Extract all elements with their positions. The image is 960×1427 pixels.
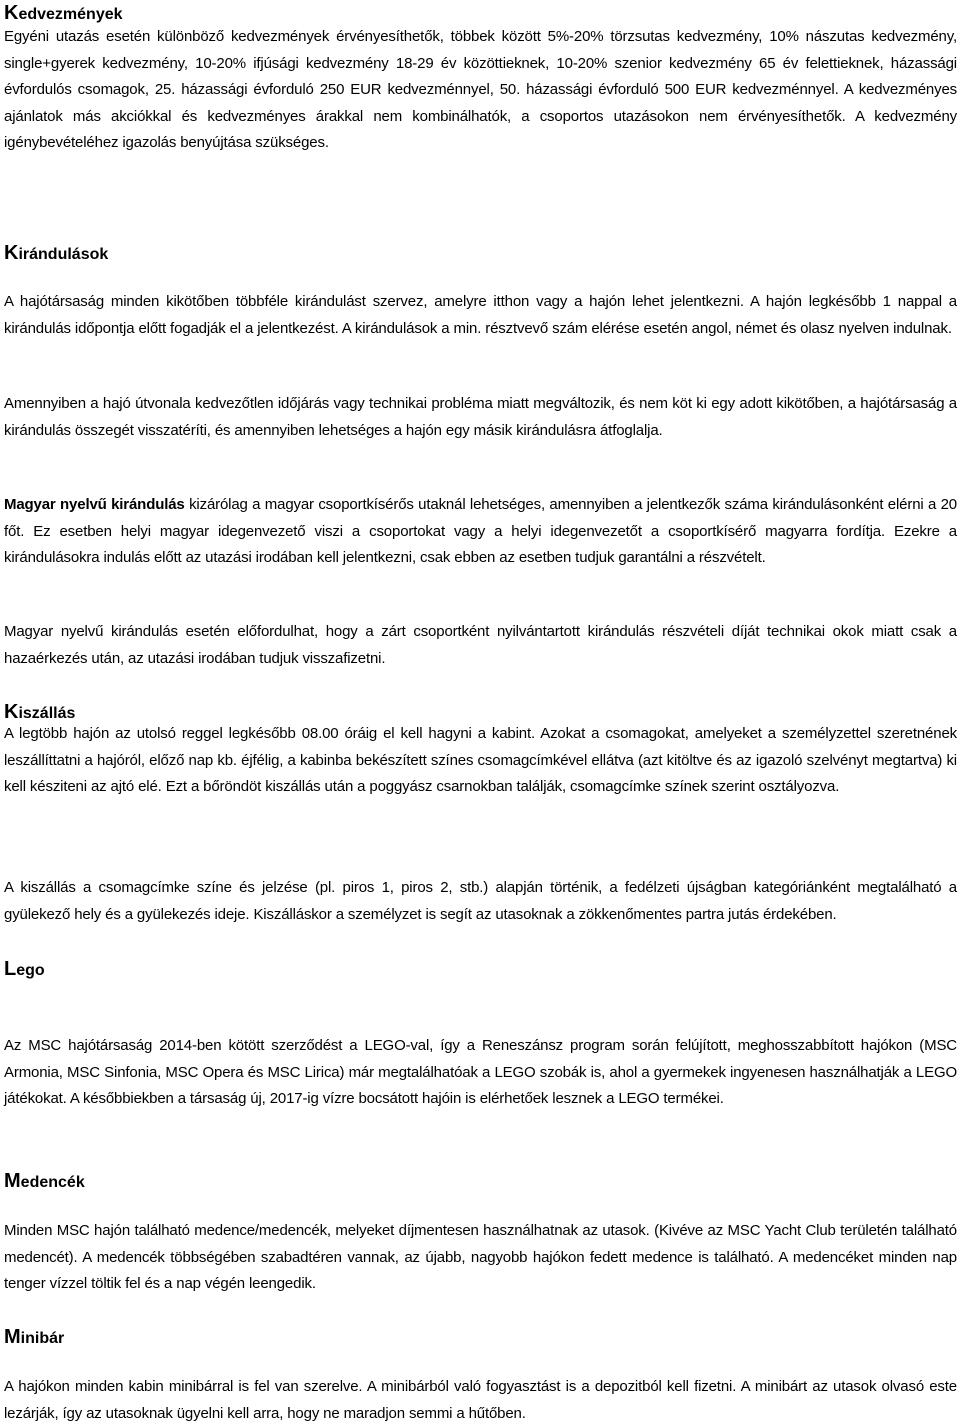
section-heading-lego [4,959,45,981]
section-heading-minibar [4,1327,64,1349]
heading-initial: L [4,958,17,980]
heading-initial: K [4,242,19,264]
paragraph-medencek-1: Minden MSC hajón található medence/medencék, melyeket díjmentesen használhatnak az utasok. (Kivéve az MSC Yacht Club területén található medencét). A medencék többségében szabadtéren vannak, az újabb, nagyobb hajókon fedett medence is található. A medencéket minden nap tenger vízzel töltik fel és a nap végén leengedik. [4,1222,957,1292]
paragraph-kirandulasok-2: Amennyiben a hajó útvonala kedvezőtlen időjárás vagy technikai probléma miatt megváltozik, és nem köt ki egy adott kikötőben, a hajótársaság a kirándulás összegét visszatéríti, és amennyiben lehetséges a hajón egy másik kirándulásra átfoglalja. [4,395,957,439]
paragraph-text: kizárólag a magyar csoportkísérős utaknál lehetséges, amennyiben a jelentkezők száma kirándulásonként elérni a 20 főt. Ez esetben helyi magyar idegenvezető viszi a csoportokat vagy a helyi idegenvezetőt a csoportkísérő magyarra fordítja. Ezekre a kirándulásokra indulás előtt az utazási irodában kell jelentkezni, csak ebben az esetben tudjuk garantálni a részvételt. [4,496,957,566]
paragraph-minibar-1: A hajókon minden kabin minibárral is fel van szerelve. A minibárból való fogyasztást is a depozitból kell fizetni. A minibárt az utasok olvasó este lezárják, így az utasoknak ügyelni kell arra, hogy ne maradjon semmi a hűtőben. [4,1378,957,1422]
heading-text: edencék [20,1174,85,1191]
paragraph-kirandulasok-1: A hajótársaság minden kikötőben többféle kirándulást szervez, amelyre itthon vagy a hajón lehet jelentkezni. A hajón legkésőbb 1 nappal a kirándulás időpontja előtt fogadják el a jelentkezést. A kirándulások a min. résztvevő szám elérése esetén angol, német és olasz nyelven indulnak. [4,293,957,337]
heading-initial: K [4,701,19,723]
heading-text: inibár [20,1330,65,1347]
heading-initial: K [4,2,19,24]
heading-text: irándulások [18,246,109,263]
heading-text: ego [16,962,45,979]
paragraph-lego-1: Az MSC hajótársaság 2014-ben kötött szerződést a LEGO-val, így a Reneszánsz program során felújított, meghosszabbított hajókon (MSC Armonia, MSC Sinfonia, MSC Opera és MSC Lirica) már megtalálhatóak a LEGO szobák is, ahol a gyermekek ingyenesen használhatják a LEGO játékokat. A későbbiekben a társaság új, 2017-ig vízre bocsátott hajóin is elérhetőek lesznek a LEGO termékei. [4,1037,957,1107]
paragraph-kiszallas-2: A kiszállás a csomagcímke színe és jelzése (pl. piros 1, piros 2, stb.) alapján történik, a fedélzeti újságban kategóriánként megtalálható a gyülekező hely és a gyülekezés ideje. Kiszálláskor a személyzet is segít az utasoknak a zökkenőmentes partra jutás érdekében. [4,879,957,923]
heading-text: iszállás [18,705,76,722]
paragraph-kirandulasok-3 [4,492,957,572]
bold-lead: Magyar nyelvű kirándulás [4,496,185,513]
section-heading-medencek [4,1171,85,1193]
heading-text: edvezmények [18,6,123,23]
section-heading-kirandulasok [4,243,108,265]
paragraph-kirandulasok-4: Magyar nyelvű kirándulás esetén előfordulhat, hogy a zárt csoportként nyilvántartott kirándulás részvételi díját technikai okok miatt csak a hazaérkezés után, az utazási irodában tudjuk visszafizetni. [4,623,957,667]
paragraph-kedvezmenyek-1: Egyéni utazás esetén különböző kedvezmények érvényesíthetők, többek között 5%-20% törzsutas kedvezmény, 10% nászutas kedvezmény, single+gyerek kedvezmény, 10-20% ifjúsági kedvezmény 18-29 év közöttieknek, 10-20% szenior kedvezmény 65 év felettieknek, házassági évfordulós csomagok, 25. házassági évforduló 250 EUR kedvezménnyel, 50. házassági évforduló 500 EUR kedvezménnyel. A kedvezményes ajánlatok más akciókkal és kedvezményes árakkal nem kombinálhatók, a csoportos utazásokon nem érvényesíthetők. A kedvezmény igénybevételéhez igazolás benyújtása szükséges. [4,28,957,151]
section-heading-kedvezmenyek [4,3,123,25]
heading-initial: M [4,1326,21,1348]
heading-initial: M [4,1170,21,1192]
paragraph-kiszallas-1: A legtöbb hajón az utolsó reggel legkésőbb 08.00 óráig el kell hagyni a kabint. Azokat a csomagokat, amelyeket a személyzettel szeretnének leszállíttatni a hajóról, előző nap kb. éjfélig, a kabinba bekészített színes csomagcímkével ellátva (azt kitöltve és az igazoló szelvényt megtartva) ki kell késziteni az ajtó elé. Ezt a bőröndöt kiszállás után a poggyász csarnokban találják, csomagcímke színek szerint osztályozva. [4,725,957,795]
